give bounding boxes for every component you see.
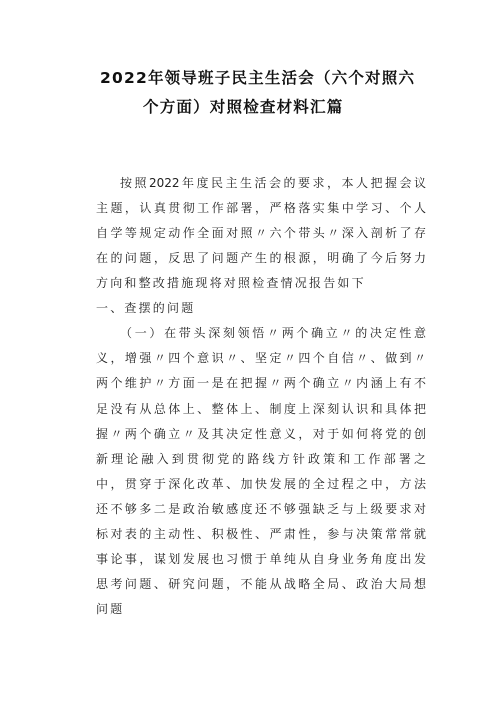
paragraph-2-line-2: 义，增强〃四个意识〃、坚定〃四个自信〃、做到〃 bbox=[96, 351, 426, 365]
paragraph-2-line-6: 新理论融入到贯彻党的路线方针政策和工作部署之 bbox=[96, 452, 426, 466]
section-1-heading: 一、查摆的问题 bbox=[96, 301, 196, 315]
paragraph-2-line-11: 思考问题、研究问题，不能从战略全局、政治大局想 bbox=[96, 577, 426, 591]
paragraph-2-line-3: 两个维护〃方面一是在把握〃两个确立〃内涵上有不 bbox=[96, 376, 426, 390]
paragraph-1-line-1: 按照2022年度民主生活会的要求，本人把握会议 bbox=[120, 176, 426, 190]
paragraph-2-line-4: 足没有从总体上、整体上、制度上深刻认识和具体把 bbox=[96, 402, 426, 416]
paragraph-2-line-7: 中，贯穿于深化改革、加快发展的全过程之中，方法 bbox=[96, 477, 426, 491]
paragraph-2-line-10: 事论事，谋划发展也习惯于单纯从自身业务角度出发 bbox=[96, 552, 426, 566]
paragraph-1-line-3: 自学等规定动作全面对照〃六个带头〃深入剖析了存 bbox=[96, 226, 426, 240]
paragraph-2-line-9: 标对表的主动性、积极性、严肃性，参与决策常常就 bbox=[96, 527, 426, 541]
document-title-line-1: 2022年领导班子民主生活会（六个对照六 bbox=[100, 69, 416, 87]
document-title-line-2: 个方面）对照检查材料汇篇 bbox=[143, 98, 344, 116]
paragraph-1-line-2: 主题，认真贯彻工作部署，严格落实集中学习、个人 bbox=[96, 201, 426, 215]
paragraph-1-line-4: 在的问题，反思了问题产生的根源，明确了今后努力 bbox=[96, 251, 426, 265]
paragraph-2-line-1: （一）在带头深刻领悟〃两个确立〃的决定性意 bbox=[120, 326, 426, 340]
paragraph-2-line-5: 握〃两个确立〃及其决定性意义，对于如何将党的创 bbox=[96, 427, 426, 441]
paragraph-1-line-5: 方向和整改措施现将对照检查情况报告如下 bbox=[96, 276, 366, 290]
paragraph-2-line-12: 问题 bbox=[96, 602, 125, 616]
paragraph-2-line-8: 还不够多二是政治敏感度还不够强缺乏与上级要求对 bbox=[96, 502, 426, 516]
